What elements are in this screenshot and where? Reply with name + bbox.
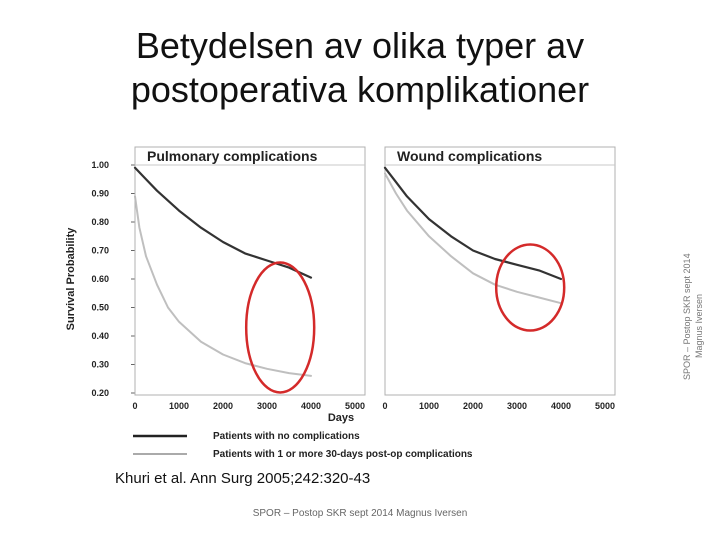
x-axis (132, 401, 615, 424)
panel-title: Wound complications (397, 148, 543, 164)
x-tick-label: 1000 (168, 401, 190, 411)
side-note (676, 240, 708, 385)
y-axis-label: Survival Probability (65, 227, 77, 331)
x-tick-label: 0 (382, 401, 388, 411)
y-tick-label: 1.00 (91, 160, 109, 170)
x-tick-label: 4000 (300, 401, 322, 411)
title-line-1: Betydelsen av olika typer av (135, 25, 585, 66)
legend-label: Patients with 1 or more 30-days post-op complications (213, 449, 473, 460)
x-tick-label: 0 (132, 401, 138, 411)
highlight-annotations (246, 245, 564, 393)
x-tick-label: 1000 (418, 401, 440, 411)
x-tick-label: 4000 (550, 401, 572, 411)
survival-chart (55, 135, 625, 465)
x-tick-label: 2000 (462, 401, 484, 411)
side-note-line-1: SPOR – Postop SKR sept 2014 (682, 253, 692, 380)
x-axis-label: Days (327, 412, 355, 424)
series-line-no-complications (135, 168, 311, 278)
legend-label: Patients with no complications (213, 431, 360, 442)
chart-panels (135, 147, 615, 395)
series-line-with-complications (135, 196, 311, 376)
y-axis (65, 147, 135, 398)
panel-title: Pulmonary complications (147, 148, 318, 164)
citation: Khuri et al. Ann Surg 2005;242:320-43 (115, 470, 371, 487)
series-line-with-complications (385, 174, 561, 304)
side-note-line-2: Magnus Iversen (694, 293, 704, 358)
y-tick-label: 0.70 (91, 245, 109, 256)
slide-title (100, 24, 620, 112)
footer: SPOR – Postop SKR sept 2014 Magnus Iversen (252, 508, 468, 519)
side-note-svg (676, 240, 708, 380)
x-tick-label: 3000 (256, 401, 278, 411)
x-tick-label: 5000 (594, 401, 616, 411)
y-tick-label: 0.90 (91, 188, 109, 199)
title-line-2: postoperativa komplikationer (130, 69, 590, 110)
x-tick-label: 2000 (212, 401, 234, 411)
x-tick-label: 5000 (344, 401, 366, 411)
legend (133, 431, 473, 460)
y-tick-label: 0.30 (91, 359, 109, 370)
highlight-ellipse (246, 262, 314, 392)
y-tick-label: 0.40 (91, 331, 109, 341)
x-tick-label: 3000 (506, 401, 528, 411)
y-tick-label: 0.80 (91, 217, 109, 227)
y-tick-label: 0.20 (91, 388, 109, 398)
series-line-no-complications (385, 168, 561, 279)
y-tick-label: 0.50 (91, 302, 109, 313)
y-tick-label: 0.60 (91, 274, 109, 284)
